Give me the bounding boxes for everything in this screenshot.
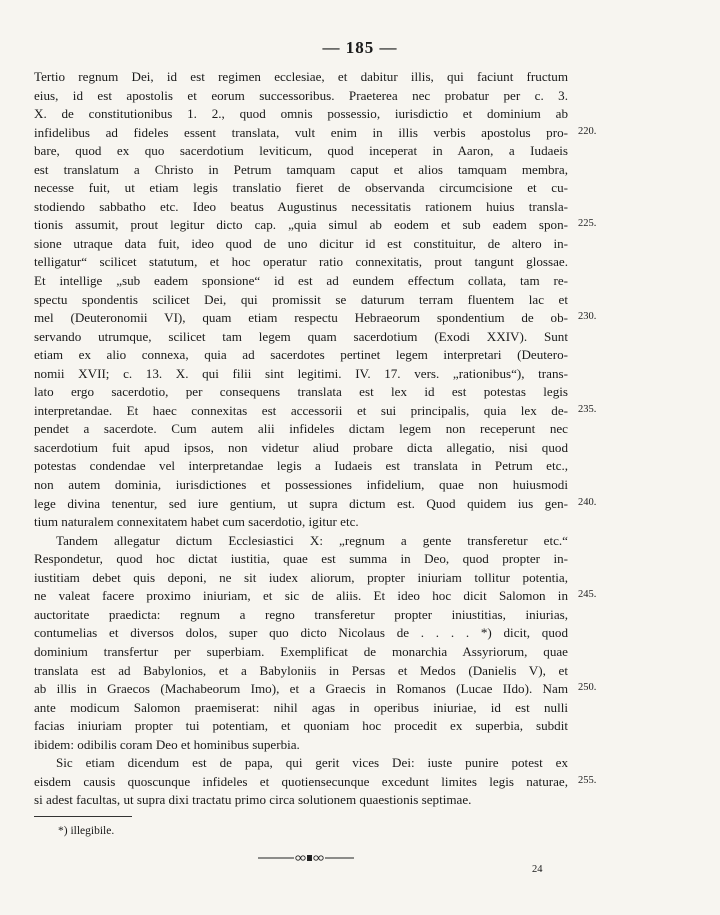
text-line: tium naturalem connexitatem habet cum sacerdotio, igitur etc. bbox=[34, 514, 359, 530]
text-line: Tertio regnum Dei, id est regimen ecclesiae, et dabitur illis, qui faciunt fructum bbox=[34, 69, 568, 84]
margin-line-number: 220. bbox=[578, 125, 597, 137]
text-line: si adest facultas, ut supra dixi tractatu primo circa solutionem quaestionis septimae. bbox=[34, 792, 472, 808]
text-line: potestas condendae vel interpretandae legis a Iudaeis est translata in Petrum etc., bbox=[34, 458, 568, 474]
text-line: non autem dominia, iurisdictiones et possessiones infidelium, quae non huiusmodi bbox=[34, 477, 568, 493]
text-line: eius, id est apostolis et eorum successoribus. Praeterea nec probatur per c. 3. bbox=[34, 87, 568, 103]
text-line: Respondetur, quod hoc dictat iustitia, quae est summa in Deo, quod propter in- bbox=[34, 551, 568, 567]
text-line: bare, quod ex quo sacerdotium leviticum, quod inceperat in Aaron, a Iudaeis bbox=[34, 143, 568, 159]
text-line: ne valeat facere proximo iniuriam, et sic de aliis. Et ideo hoc dicit Salomon in bbox=[34, 588, 568, 604]
text-line: interpretandae. Et haec connexitas est accessorii et sui principalis, quia lex de- bbox=[34, 402, 568, 418]
text-line: facias iniuriam propter tui potentiam, et quoniam hoc procedit ex superbia, subdit bbox=[34, 718, 568, 734]
margin-line-number: 240. bbox=[578, 496, 597, 508]
text-line: lege divina tenentur, sed iure gentium, ut supra dictum est. Quod quidem ius gen- bbox=[34, 495, 568, 511]
text-line: spectu spondentis scilicet Dei, qui promissit se daturum terram fluentem lac et bbox=[34, 291, 568, 307]
text-line: telligatur“ scilicet statutum, et hoc operatur ratio connexitatis, prout tangunt glossae. bbox=[34, 254, 568, 270]
text-line: ab illis in Graecos (Machabeorum Imo), et a Graecis in Romanos (Lucae IIdo). Nam bbox=[34, 681, 568, 697]
text-line: Et intellige „sub eadem sponsione“ id est ad eundem effectum collata, tam re- bbox=[34, 273, 568, 289]
text-line: eisdem causis quoscunque infideles et quotiensecunque excedunt limites legis naturae, bbox=[34, 773, 568, 789]
text-line: iustitiam debet quis deponi, ne sit iudex aliorum, propter iniuriam tollitur potentia, bbox=[34, 569, 568, 585]
text-line: Sic etiam dicendum est de papa, qui gerit vices Dei: iuste punire potest ex bbox=[56, 755, 568, 771]
text-line: necesse fuit, ut etiam legis translatio fieret de observanda circumcisione et cu- bbox=[34, 180, 568, 196]
text-line: etiam ex alio connexa, quia ad sacerdotes pertinet legem interpretari (Deutero- bbox=[34, 347, 568, 363]
footnote-divider bbox=[34, 816, 132, 817]
ornament-icon bbox=[258, 853, 354, 863]
footnote: *) illegibile. bbox=[58, 825, 115, 837]
margin-line-number: 245. bbox=[578, 589, 597, 601]
text-line: lato ergo sacerdotio, per consequens translata est lex id est potestas legis bbox=[34, 384, 568, 400]
margin-line-number: 230. bbox=[578, 311, 597, 323]
margin-line-number: 250. bbox=[578, 682, 597, 694]
text-line: tionis assumit, prout legitur dicto cap. „quia simul ab eodem et sub eadem spon- bbox=[34, 217, 568, 233]
text-line: contumelias et diversos dolos, super quo dicto Nicolaus de . . . . *) dicit, quod bbox=[34, 625, 568, 641]
text-line: mel (Deuteronomii VI), quam etiam respectu Hebraeorum spondentium de ob- bbox=[34, 310, 568, 326]
text-line: pendet a sacerdote. Cum autem alii infideles dictam legem non receperunt nec bbox=[34, 421, 568, 437]
text-line: stodiendo sabbatho etc. Ideo beatus Augustinus necessitatis rationem huius transla- bbox=[34, 198, 568, 214]
text-line: Tandem allegatur dictum Ecclesiastici X: „regnum a gente transferetur etc.“ bbox=[56, 532, 568, 548]
text-line: infidelibus ad fideles essent translata, vult enim in illis verbis apostolus pro- bbox=[34, 124, 568, 140]
text-line: auctoritate praedicta: regnum a regno transferetur propter iniustitias, iniurias, bbox=[34, 606, 568, 622]
text-line: est translatum a Christo in Petrum tamquam caput et alios tamquam membra, bbox=[34, 161, 568, 177]
text-line: translata est ad Babylonios, et a Babyloniis in Persas et Medos (Danielis V), et bbox=[34, 662, 568, 678]
text-line: X. de constitutionibus 1. 2., quod omnis possessio, iurisdictio et dominium ab bbox=[34, 106, 568, 122]
page-number: — 185 — bbox=[322, 38, 398, 57]
text-line: ante modicum Salomon praemiserat: nihil agas in operibus iniuriae, id est nulli bbox=[34, 699, 568, 715]
margin-line-number: 235. bbox=[578, 403, 597, 415]
text-line: ibidem: odibilis coram Deo et hominibus superbia. bbox=[34, 736, 300, 752]
text-line: nomii XVII; c. 13. X. qui filii sint legitimi. IV. 17. vers. „rationibus“), trans- bbox=[34, 365, 568, 381]
signature-mark: 24 bbox=[532, 864, 543, 875]
text-line: sione utraque data fuit, ideo quod de uno dicitur id est constituitur, de altero in- bbox=[34, 235, 568, 251]
text-line: servando utrumque, scilicet tam legem quam sacerdotium (Exodi XXIV). Sunt bbox=[34, 328, 568, 344]
margin-line-number: 255. bbox=[578, 774, 597, 786]
body-text bbox=[34, 68, 568, 810]
margin-line-number: 225. bbox=[578, 218, 597, 230]
text-line: dominium transfertur per superbiam. Exemplificat de monarchia Assyriorum, quae bbox=[34, 643, 568, 659]
text-line: sacerdotium fuit apud ipsos, non videtur aliud probare dicta allegatio, nisi quod bbox=[34, 439, 568, 455]
